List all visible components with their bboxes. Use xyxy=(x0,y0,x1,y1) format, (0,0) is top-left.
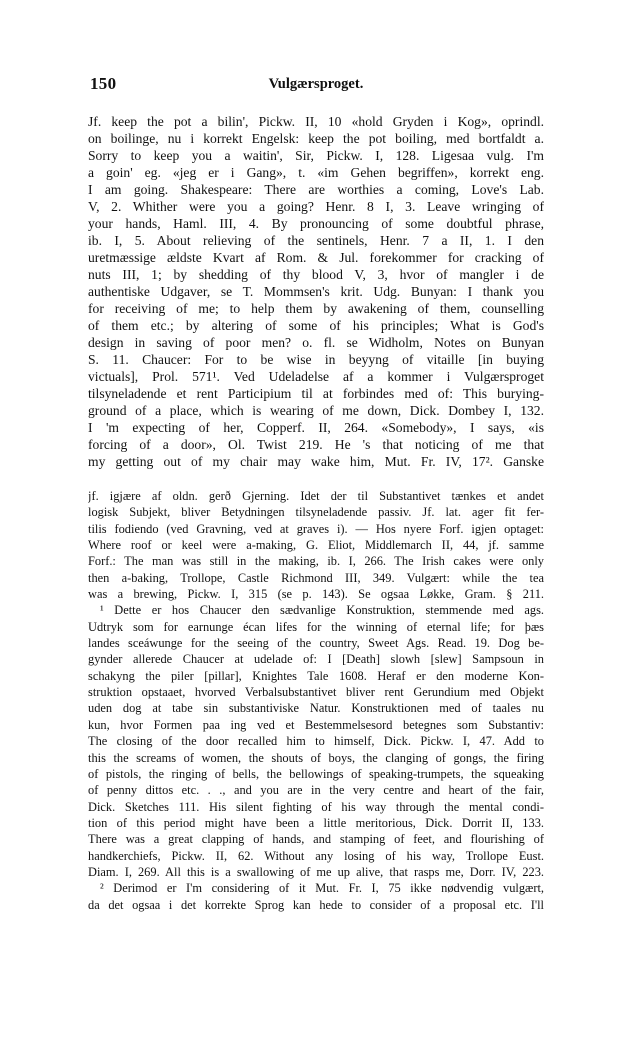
footnote-line: Diam. I, 269. All this is a swallowing of me up alive, that rasps me, Dorr. IV, 223. xyxy=(88,864,544,879)
footnote-line: logisk Subjekt, bliver Betydningen tilsyneladende passiv. Jf. lat. ager fit fer- xyxy=(88,505,544,520)
footnote-line: schakyng the piler [pillar], Knightes Tale 1608. Heraf er den moderne Kon- xyxy=(88,668,544,683)
footnote-line: handkerchiefs, Pickw. II, 62. Without any losing of his way, Trollope Eust. xyxy=(88,848,544,863)
footnote-line: Udtryk som for earnunge écan lifes for the winning of eternal life; for þæs xyxy=(88,619,544,634)
footnote-line: this the screams of women, the shouts of boys, the clanging of gongs, the firing xyxy=(88,750,544,765)
text-line: nuts III, 1; by shedding of thy blood V, 3, hvor of mangler i de xyxy=(88,267,544,282)
footnote-line: Dick. Sketches 111. His silent fighting of his way through the mental condi- xyxy=(88,799,544,814)
text-line: S. 11. Chaucer: For to be wise in beyyng of vitaille [in buying xyxy=(88,352,544,367)
footnote-line: of pistols, the ringing of bells, the bellowings of speaking-trumpets, the squeaking xyxy=(88,766,544,781)
footnote-line: was a brewing, Pickw. I, 315 (se p. 143). Se ogsaa Løkke, Gram. § 211. xyxy=(88,587,544,602)
text-line: my getting out of my chair may wake him, Mut. Fr. IV, 17². Ganske xyxy=(88,454,544,469)
footnote-line: jf. igjære af oldn. gerð Gjerning. Idet der til Substantivet tænkes et andet xyxy=(88,489,544,503)
text-line: on boilinge, nu i korrekt Engelsk: keep the pot boiling, med bortfaldt a. xyxy=(88,131,544,146)
footnote-line: ² Derimod er I'm considering of it Mut. Fr. I, 75 ikke nødvendig vulgært, xyxy=(100,881,544,896)
footnote-line: tilis fodiendo (ved Gravning, ved at graves i). — Hos nyere Forf. igjen optaget: xyxy=(88,521,544,536)
page-number: 150 xyxy=(90,74,117,93)
footnote-line: The closing of the door recalled him to himself, Dick. Pickw. I, 47. Add to xyxy=(88,734,544,749)
footnote-line: There was a great clapping of hands, and stamping of feet, and flourishing of xyxy=(88,832,544,847)
footnote-line: gynder allerede Chaucer at udelade of: I [Death] slowh [slew] Sampsoun in xyxy=(88,652,544,667)
text-line: Jf. keep the pot a bilin', Pickw. II, 10 «hold Gryden i Kog», oprindl. xyxy=(88,114,544,129)
footnote-line: Where roof or keel were a-making, G. Eliot, Middlemarch II, 44, jf. samme xyxy=(88,538,544,553)
text-line: ground of a place, which is wearing of me down, Dick. Dombey I, 132. xyxy=(88,403,544,418)
running-title: Vulgærsproget. xyxy=(268,76,364,92)
footnote-line: struktion opstaaet, hvorved Verbalsubstantivet bliver rent Gerundium med Objekt xyxy=(88,685,544,700)
text-line: tilsyneladende et rent Participium til at forbindes med of: This burying- xyxy=(88,386,544,401)
footnote-line: ¹ Dette er hos Chaucer den sædvanlige Konstruktion, stemmende med ags. xyxy=(100,603,544,618)
text-line: uretmæssige ældste Kvart af Rom. & Jul. forekommer for cracking of xyxy=(88,250,544,265)
footnote-line: tion of this period might have been a little meritorious, Dick. Dorrit II, 133. xyxy=(88,815,544,830)
main-text xyxy=(88,113,544,470)
footnote-line: kun, hvor Formen paa ing ved et Bestemmelsesord betegnes som Substantiv: xyxy=(88,717,544,732)
text-line: I am going. Shakespeare: There are worthies a coming, Love's Lab. xyxy=(88,182,544,197)
text-line: I 'm expecting of her, Copperf. II, 264. «Somebody», I says, «is xyxy=(88,420,544,435)
text-line: for receiving of me; to help them by awakening of them, counselling xyxy=(88,301,544,316)
footnote-line: of penny dittos etc. . ., and you are in the very centre and heart of the fair, xyxy=(88,783,544,798)
text-line: authentiske Udgaver, se T. Mommsen's krit. Udg. Bunyan: I thank you xyxy=(88,284,544,299)
text-line: of them etc.; by altering of some of his principles; What is God's xyxy=(88,318,544,333)
text-line: your hands, Haml. III, 4. By pronouncing of some doubtful phrase, xyxy=(88,216,544,231)
text-line: Sorry to keep you a waitin', Sir, Pickw. I, 128. Ligesaa vulg. I'm xyxy=(88,148,544,163)
text-line: V, 2. Whither were you a going? Henr. 8 I, 3. Leave wringing of xyxy=(88,199,544,214)
footnotes xyxy=(88,488,544,913)
page-header xyxy=(90,74,542,96)
footnote-line: uden dog at tabe sin substantiviske Natur. Konstruktionen med of taales nu xyxy=(88,701,544,716)
footnote-line: then a-baking, Trollope, Castle Richmond III, 349. Vulgært: while the tea xyxy=(88,570,544,585)
footnote-line: Forf.: The man was still in the making, ib. I, 266. The Irish cakes were only xyxy=(88,554,544,569)
text-line: a goin' eg. «jeg er i Gang», t. «im Gehen begriffen», korrekt eng. xyxy=(88,165,544,180)
text-line: ib. I, 5. About relieving of the sentinels, Henr. 7 a II, 1. I den xyxy=(88,233,544,248)
text-line: design in saving of poor men? o. fl. se Widholm, Notes on Bunyan xyxy=(88,335,544,350)
text-line: victuals], Prol. 571¹. Ved Udeladelse af a kommer i Vulgærsproget xyxy=(88,369,544,384)
footnote-line: da det ogsaa i det korrekte Sprog kan hede to consider of a proposal etc. I'll xyxy=(88,897,544,912)
footnote-line: landes sceáwunge for the seeing of the country, Sweet Ags. Read. 19. Dog be- xyxy=(88,636,544,651)
text-line: forcing of a door», Ol. Twist 219. He 's that noticing of me that xyxy=(88,437,544,452)
